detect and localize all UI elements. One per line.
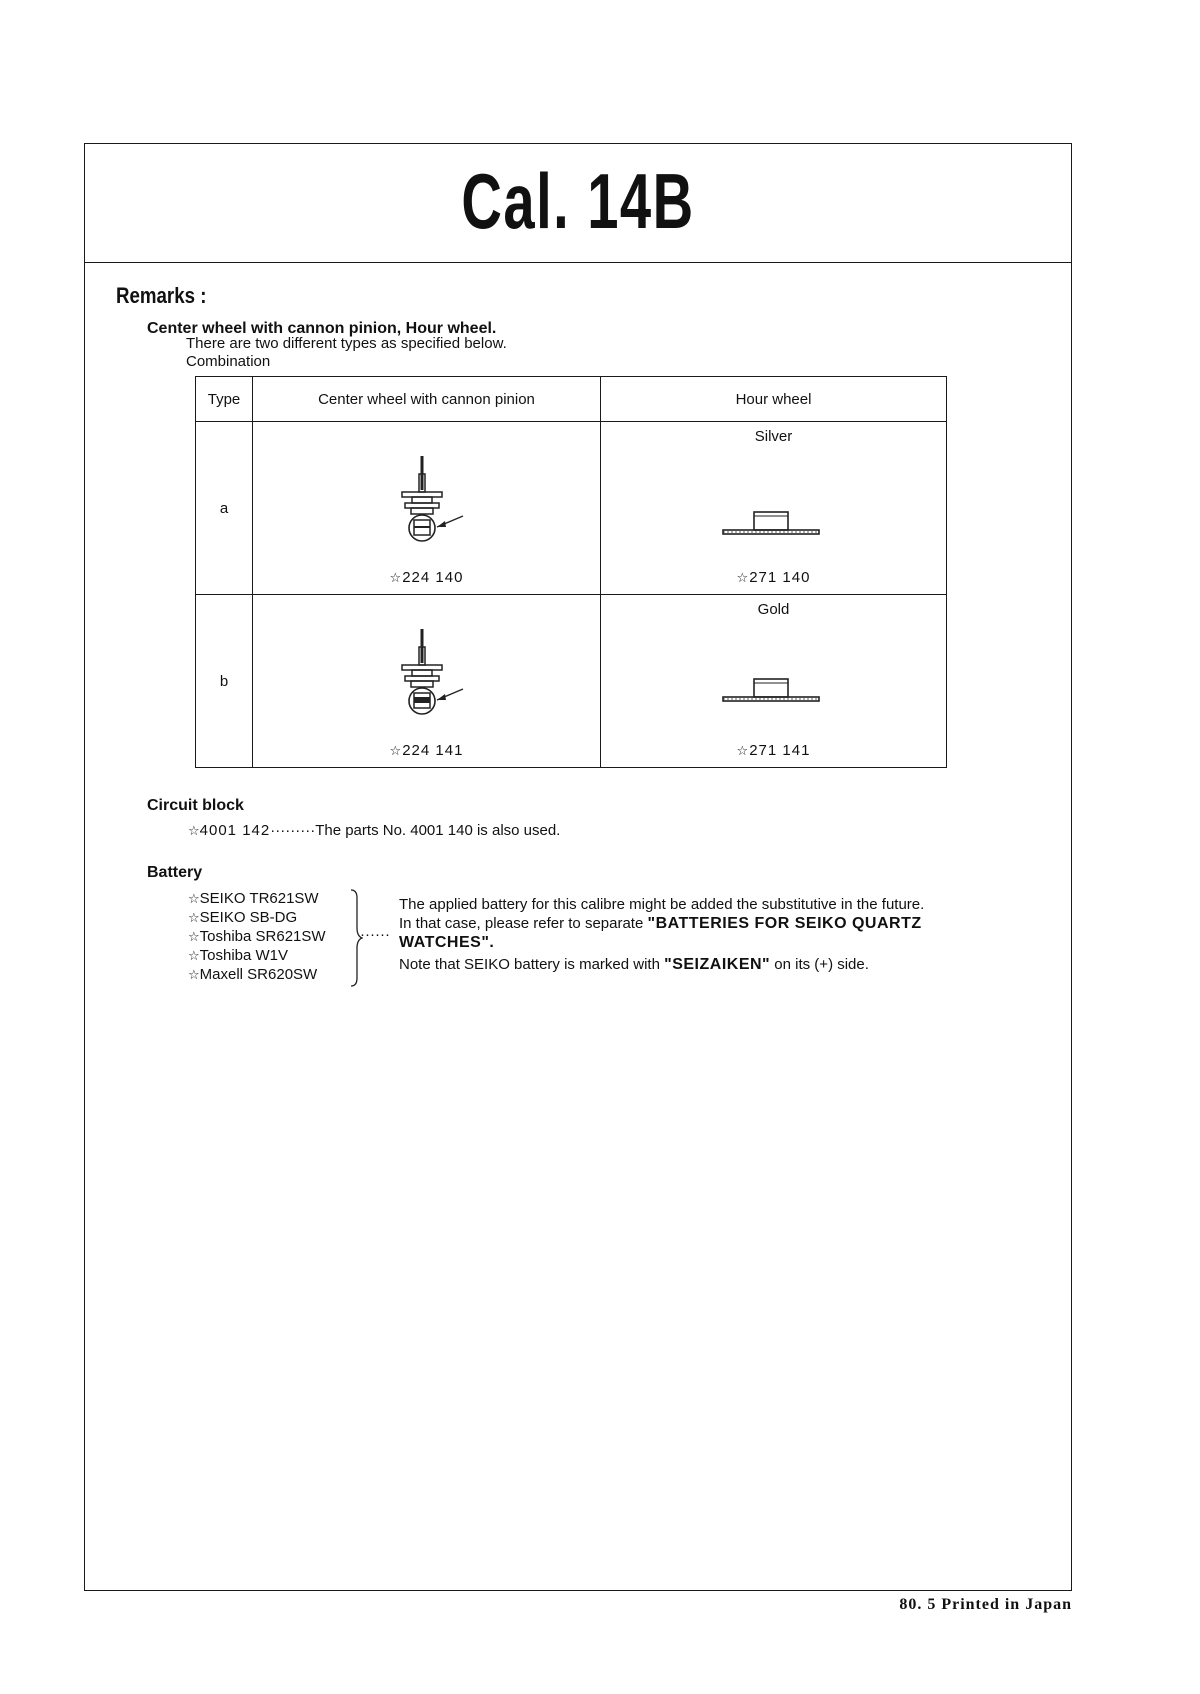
circuit-block-line <box>188 822 560 839</box>
star-icon: ☆ <box>389 570 403 585</box>
hour-part-number: ☆271 141 <box>736 742 811 759</box>
list-item: ☆SEIKO TR621SW <box>188 890 319 907</box>
hour-wheel-illustration <box>719 669 829 713</box>
hour-wheel-illustration <box>719 502 829 546</box>
combination-table <box>195 376 947 768</box>
leader-dots: ······ <box>360 926 390 943</box>
hour-wheel-cell <box>601 595 947 768</box>
list-item: ☆SEIKO SB-DG <box>188 909 298 926</box>
type-cell: a <box>196 422 253 595</box>
hour-wheel-cell <box>601 422 947 595</box>
header-type: Type <box>196 377 253 422</box>
header-hour-wheel: Hour wheel <box>601 377 947 422</box>
center-part-number: ☆224 140 <box>389 569 464 586</box>
center-wheel-cell <box>253 422 601 595</box>
star-icon: ☆ <box>188 948 200 963</box>
table-row <box>196 595 947 768</box>
list-item: ☆Maxell SR620SW <box>188 966 318 983</box>
star-icon: ☆ <box>188 967 200 982</box>
table-row <box>196 422 947 595</box>
table-header-row <box>196 377 947 422</box>
star-icon: ☆ <box>188 910 200 925</box>
star-icon: ☆ <box>736 570 750 585</box>
center-wheel-illustration <box>367 625 487 735</box>
battery-heading: Battery <box>147 864 203 881</box>
leader-dots: ········· <box>270 822 316 839</box>
star-icon: ☆ <box>188 823 200 838</box>
list-item: ☆Toshiba SR621SW <box>188 928 326 945</box>
hour-wheel-finish: Gold <box>757 601 790 618</box>
list-item: ☆Toshiba W1V <box>188 947 289 964</box>
circuit-note: The parts No. 4001 140 is also used. <box>315 822 561 839</box>
circuit-block-heading: Circuit block <box>147 797 244 814</box>
star-icon: ☆ <box>736 743 750 758</box>
page-title: Cal. 14B <box>461 157 695 245</box>
header-center-wheel: Center wheel with cannon pinion <box>253 377 601 422</box>
type-cell: b <box>196 595 253 768</box>
circuit-part-number: 4001 142 <box>199 822 271 839</box>
star-icon: ☆ <box>188 929 200 944</box>
remarks-subheading: Center wheel with cannon pinion, Hour wheel. <box>147 320 497 337</box>
remarks-line-1: There are two different types as specified below. <box>186 335 507 352</box>
battery-list <box>188 889 326 984</box>
battery-note-line-2: In that case, please refer to separate "BATTERIES FOR SEIKO QUARTZ <box>399 915 922 932</box>
hour-wheel-finish: Silver <box>754 428 793 445</box>
hour-part-number: ☆271 140 <box>736 569 811 586</box>
center-part-number: ☆224 141 <box>389 742 464 759</box>
battery-note-line-4: Note that SEIKO battery is marked with "SEIZAIKEN" on its (+) side. <box>399 956 869 973</box>
center-wheel-cell <box>253 595 601 768</box>
title-bar <box>85 144 1071 263</box>
star-icon: ☆ <box>188 891 200 906</box>
star-icon: ☆ <box>389 743 403 758</box>
remarks-heading: Remarks : <box>116 283 207 308</box>
center-wheel-illustration <box>367 452 487 562</box>
remarks-line-2: Combination <box>186 353 271 370</box>
print-footer: 80. 5 Printed in Japan <box>899 1596 1072 1613</box>
battery-note-line-1: The applied battery for this calibre might be added the substitutive in the future. <box>399 896 925 913</box>
battery-note-line-3: WATCHES". <box>399 934 495 951</box>
